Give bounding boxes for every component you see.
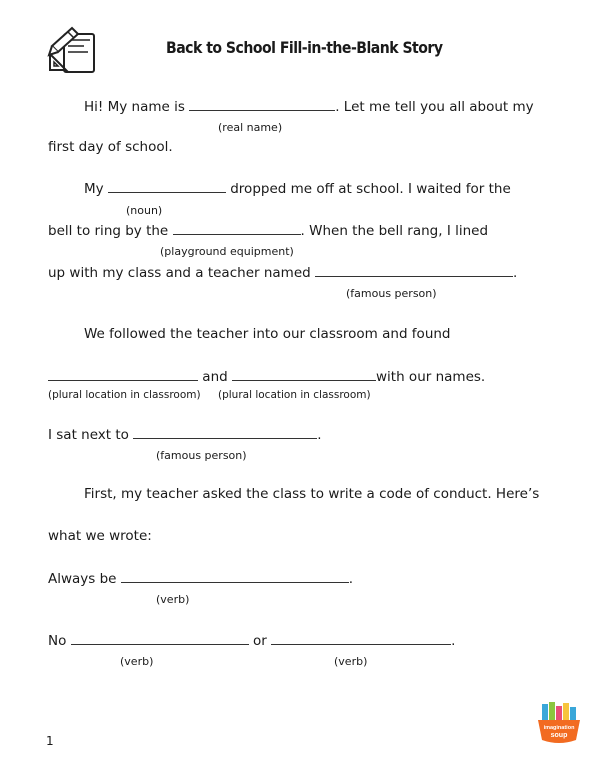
blank-hint: (famous person): [346, 287, 437, 300]
story-line: [48, 570, 353, 587]
story-line: [84, 180, 511, 197]
story-text: .: [317, 427, 322, 443]
blank-famous-person[interactable]: [315, 264, 513, 277]
story-text: .: [348, 571, 354, 587]
story-text: My: [84, 181, 104, 197]
story-text: and: [202, 369, 228, 385]
blank-hint: (real name): [218, 121, 283, 134]
blank-hint: (famous person): [156, 449, 247, 462]
story-line: [84, 98, 534, 115]
story-text: up with my class and a teacher named: [48, 265, 311, 281]
blank-plural-location-1[interactable]: [48, 368, 198, 381]
story-text: I sat next to: [48, 427, 129, 443]
story-text: dropped me off at school. I waited for the: [230, 181, 511, 197]
blank-verb-3[interactable]: [271, 632, 451, 645]
blank-hint: (plural location in classroom): [48, 389, 201, 401]
story-text: No: [48, 633, 67, 649]
story-line: [48, 368, 485, 385]
page-title: Back to School Fill-in-the-Blank Story: [166, 38, 443, 57]
story-text: . Let me tell you all about my: [335, 99, 534, 115]
story-text: Always be: [48, 571, 117, 587]
blank-famous-person-2[interactable]: [133, 426, 317, 439]
blank-hint: (noun): [126, 204, 163, 217]
blank-hint: (playground equipment): [160, 245, 294, 258]
story-line: [48, 222, 488, 239]
blank-noun[interactable]: [108, 180, 226, 193]
blank-real-name[interactable]: [189, 98, 335, 111]
page-number: 1: [46, 734, 54, 748]
blank-playground-equipment[interactable]: [173, 222, 301, 235]
story-text: with our names.: [376, 369, 486, 385]
blank-plural-location-2[interactable]: [232, 368, 376, 381]
story-text: Hi! My name is: [84, 99, 185, 115]
blank-hint: (plural location in classroom): [218, 389, 371, 401]
story-text: bell to ring by the: [48, 223, 169, 239]
story-text: .: [513, 265, 518, 281]
story-line: We followed the teacher into our classroom and found: [84, 326, 451, 342]
story-text: .: [451, 633, 456, 649]
story-text: . When the bell rang, I lined: [300, 223, 489, 239]
story-line: [48, 632, 455, 649]
blank-verb-2[interactable]: [71, 632, 249, 645]
story-line: what we wrote:: [48, 528, 152, 544]
story-line: First, my teacher asked the class to write a code of conduct. Here’s: [84, 486, 540, 502]
blank-hint: (verb): [120, 655, 154, 668]
story-line: [48, 264, 517, 281]
pencil-ruler-icon: [44, 26, 98, 76]
logo-text: imagination: [543, 725, 575, 731]
imagination-soup-logo: [536, 700, 582, 744]
blank-hint: (verb): [156, 593, 190, 606]
logo-text: soup: [550, 732, 568, 739]
blank-verb-1[interactable]: [121, 570, 349, 583]
blank-hint: (verb): [334, 655, 368, 668]
story-line: first day of school.: [48, 139, 173, 155]
story-text: or: [252, 633, 267, 649]
story-line: [48, 426, 322, 443]
